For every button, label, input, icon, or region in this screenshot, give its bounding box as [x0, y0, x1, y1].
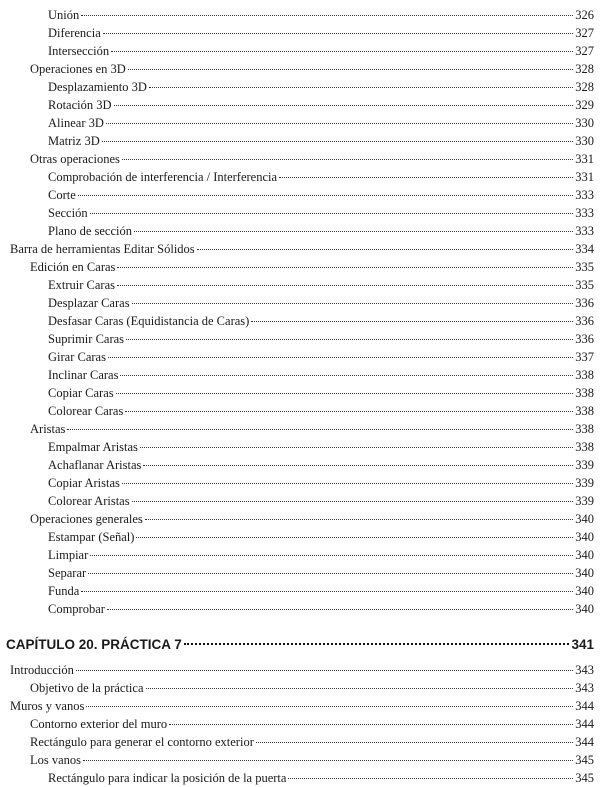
- toc-entry: [48, 24, 594, 42]
- toc-entry: [48, 276, 594, 294]
- dot-leader: [117, 266, 573, 268]
- toc-entry: [48, 42, 594, 60]
- dot-leader: [251, 320, 573, 322]
- toc-entry: [30, 715, 594, 733]
- toc-entry: [10, 240, 594, 258]
- toc-entry-page-number: 328: [575, 80, 594, 94]
- toc-entry-page-number: 341: [571, 637, 594, 652]
- toc-entry-title: Barra de herramientas Editar Sólidos: [10, 242, 195, 256]
- toc-entry: [48, 222, 594, 240]
- dot-leader: [78, 194, 573, 196]
- toc-entry-title: Operaciones en 3D: [30, 62, 126, 76]
- toc-entry-page-number: 336: [575, 314, 594, 328]
- toc-entry: [48, 769, 594, 787]
- toc-entry-title: Objetivo de la práctica: [30, 681, 144, 695]
- toc-entry-page-number: 340: [575, 566, 594, 580]
- toc-entry: [30, 420, 594, 438]
- toc-entry: [30, 733, 594, 751]
- toc-entry: [30, 150, 594, 168]
- toc-entry: [48, 312, 594, 330]
- dot-leader: [279, 176, 573, 178]
- dot-leader: [146, 687, 574, 689]
- toc-entry-title: Los vanos: [30, 753, 82, 767]
- toc-entry-page-number: 329: [575, 98, 594, 112]
- toc-entry-title: Achaflanar Aristas: [48, 458, 142, 472]
- toc-entry: [48, 438, 594, 456]
- toc-entry-page-number: 336: [575, 296, 594, 310]
- dot-leader: [126, 338, 573, 340]
- toc-entry-title: Inclinar Caras: [48, 368, 119, 382]
- toc-entry-page-number: 335: [575, 260, 594, 274]
- toc-entry-page-number: 328: [575, 62, 594, 76]
- toc-entry-title: Alinear 3D: [48, 116, 104, 130]
- dot-leader: [145, 518, 573, 520]
- toc-entry-title: Funda: [48, 584, 80, 598]
- dot-leader: [140, 446, 573, 448]
- toc-entry-title: Colorear Caras: [48, 404, 124, 418]
- dot-leader: [102, 140, 574, 142]
- toc-entry: [10, 661, 594, 679]
- toc-entry-title: Colorear Aristas: [48, 494, 130, 508]
- toc-entry: [48, 186, 594, 204]
- dot-leader: [86, 705, 573, 707]
- toc-entry: [48, 168, 594, 186]
- dot-leader: [122, 482, 573, 484]
- toc-entry: [48, 366, 594, 384]
- toc-entry-page-number: 334: [575, 242, 594, 256]
- dot-leader: [114, 104, 574, 106]
- toc-entry-title: Girar Caras: [48, 350, 106, 364]
- chapter-heading: [6, 635, 594, 655]
- dot-leader: [111, 50, 573, 52]
- toc-entry: [30, 60, 594, 78]
- toc-entry: [48, 330, 594, 348]
- toc-entry-page-number: 333: [575, 206, 594, 220]
- toc-entry-page-number: 343: [575, 663, 594, 677]
- toc-entry-page-number: 336: [575, 332, 594, 346]
- toc-entry-title: Otras operaciones: [30, 152, 120, 166]
- toc-entry-title: Limpiar: [48, 548, 89, 562]
- toc-entry-page-number: 340: [575, 584, 594, 598]
- toc-entry-title: Separar: [48, 566, 87, 580]
- toc-entry-page-number: 345: [575, 771, 594, 785]
- dot-leader: [103, 32, 574, 34]
- toc-entry-page-number: 338: [575, 404, 594, 418]
- toc-entry: [48, 474, 594, 492]
- dot-leader: [288, 777, 573, 779]
- toc-entry: [48, 78, 594, 96]
- dot-leader: [83, 759, 573, 761]
- toc-entry-page-number: 344: [575, 735, 594, 749]
- dot-leader: [197, 248, 574, 250]
- toc-entry-title: Plano de sección: [48, 224, 133, 238]
- toc-entry: [48, 564, 594, 582]
- dot-leader: [136, 536, 573, 538]
- dot-leader: [149, 86, 573, 88]
- toc-entry: [48, 132, 594, 150]
- toc-entry: [48, 96, 594, 114]
- dot-leader: [107, 608, 573, 610]
- toc-entry: [10, 697, 594, 715]
- dot-leader: [120, 374, 573, 376]
- toc-entry-page-number: 339: [575, 458, 594, 472]
- toc-entry: [48, 456, 594, 474]
- toc-entry: [30, 751, 594, 769]
- dot-leader: [76, 669, 573, 671]
- toc-entry: [48, 114, 594, 132]
- dot-leader: [67, 428, 573, 430]
- dot-leader: [132, 302, 574, 304]
- toc-entry-title: Edición en Caras: [30, 260, 116, 274]
- toc-entry-title: Diferencia: [48, 26, 101, 40]
- dot-leader: [132, 500, 574, 502]
- toc-entry-title: Copiar Caras: [48, 386, 114, 400]
- toc-entry-title: Comprobar: [48, 602, 105, 616]
- toc-entry-title: Rotación 3D: [48, 98, 112, 112]
- toc-entry-title: Operaciones generales: [30, 512, 143, 526]
- toc-entry-page-number: 344: [575, 717, 594, 731]
- toc-entry-title: Sección: [48, 206, 88, 220]
- toc-entry: [48, 546, 594, 564]
- toc-entry-page-number: 327: [575, 44, 594, 58]
- toc-entry: [48, 294, 594, 312]
- toc-entry-title: Introducción: [10, 663, 74, 677]
- toc-entry-page-number: 331: [575, 170, 594, 184]
- toc-entry-page-number: 327: [575, 26, 594, 40]
- toc-entry-title: Intersección: [48, 44, 110, 58]
- toc-entry-title: Desplazamiento 3D: [48, 80, 147, 94]
- toc-entry: [30, 510, 594, 528]
- dot-leader: [122, 158, 573, 160]
- toc-entry: [48, 492, 594, 510]
- toc-entry-title: Matriz 3D: [48, 134, 100, 148]
- toc-entry: [48, 6, 594, 24]
- dot-leader: [184, 642, 570, 645]
- toc-entry: [48, 204, 594, 222]
- toc-entry-title: Desfasar Caras (Equidistancia de Caras): [48, 314, 250, 328]
- dot-leader: [88, 572, 573, 574]
- toc-entry-title: Comprobación de interferencia / Interferencia: [48, 170, 278, 184]
- toc-entry-title: Rectángulo para generar el contorno exterior: [30, 735, 254, 749]
- toc-entry: [48, 384, 594, 402]
- toc-entry-title: Desplazar Caras: [48, 296, 130, 310]
- toc-entry: [48, 582, 594, 600]
- toc-entry: [48, 528, 594, 546]
- toc-entry-page-number: 338: [575, 386, 594, 400]
- toc-entry-page-number: 333: [575, 224, 594, 238]
- toc-entry-title: Extruir Caras: [48, 278, 115, 292]
- toc-entry-title: Rectángulo para indicar la posición de la puerta: [48, 771, 287, 785]
- toc-entry-page-number: 340: [575, 512, 594, 526]
- toc-entry-page-number: 330: [575, 134, 594, 148]
- dot-leader: [106, 122, 573, 124]
- toc-entry: [30, 258, 594, 276]
- toc-entry-page-number: 337: [575, 350, 594, 364]
- dot-leader: [125, 410, 573, 412]
- toc-entry-page-number: 338: [575, 368, 594, 382]
- dot-leader: [90, 554, 573, 556]
- dot-leader: [128, 68, 573, 70]
- dot-leader: [81, 14, 573, 16]
- toc-entry-title: Contorno exterior del muro: [30, 717, 168, 731]
- toc-entry-title: CAPÍTULO 20. PRÁCTICA 7: [6, 637, 182, 652]
- toc-entry-page-number: 339: [575, 494, 594, 508]
- toc-entry: [30, 679, 594, 697]
- toc-entry: [48, 402, 594, 420]
- dot-leader: [169, 723, 573, 725]
- dot-leader: [81, 590, 573, 592]
- dot-leader: [134, 230, 573, 232]
- dot-leader: [143, 464, 573, 466]
- toc-entry-page-number: 340: [575, 530, 594, 544]
- dot-leader: [90, 212, 574, 214]
- toc-entry-page-number: 333: [575, 188, 594, 202]
- toc-entry-page-number: 335: [575, 278, 594, 292]
- toc-entry-page-number: 330: [575, 116, 594, 130]
- toc-entry-title: Empalmar Aristas: [48, 440, 138, 454]
- toc-entry-page-number: 344: [575, 699, 594, 713]
- toc-entry-page-number: 338: [575, 440, 594, 454]
- dot-leader: [108, 356, 573, 358]
- toc-entry-page-number: 343: [575, 681, 594, 695]
- toc-entry-title: Estampar (Señal): [48, 530, 135, 544]
- dot-leader: [116, 392, 574, 394]
- toc-entry-title: Suprimir Caras: [48, 332, 125, 346]
- toc-entry-page-number: 340: [575, 602, 594, 616]
- toc-entry: [48, 600, 594, 618]
- dot-leader: [256, 741, 573, 743]
- toc-entry-title: Unión: [48, 8, 80, 22]
- toc-entry-page-number: 340: [575, 548, 594, 562]
- toc-entry-page-number: 345: [575, 753, 594, 767]
- toc-entry: [48, 348, 594, 366]
- toc-entry-page-number: 331: [575, 152, 594, 166]
- toc-entry-title: Copiar Aristas: [48, 476, 120, 490]
- toc-entry-title: Corte: [48, 188, 76, 202]
- toc-entry-page-number: 339: [575, 476, 594, 490]
- dot-leader: [117, 284, 573, 286]
- toc-entry-page-number: 338: [575, 422, 594, 436]
- toc-entry-title: Aristas: [30, 422, 66, 436]
- toc-entry-title: Muros y vanos: [10, 699, 85, 713]
- toc-entry-page-number: 326: [575, 8, 594, 22]
